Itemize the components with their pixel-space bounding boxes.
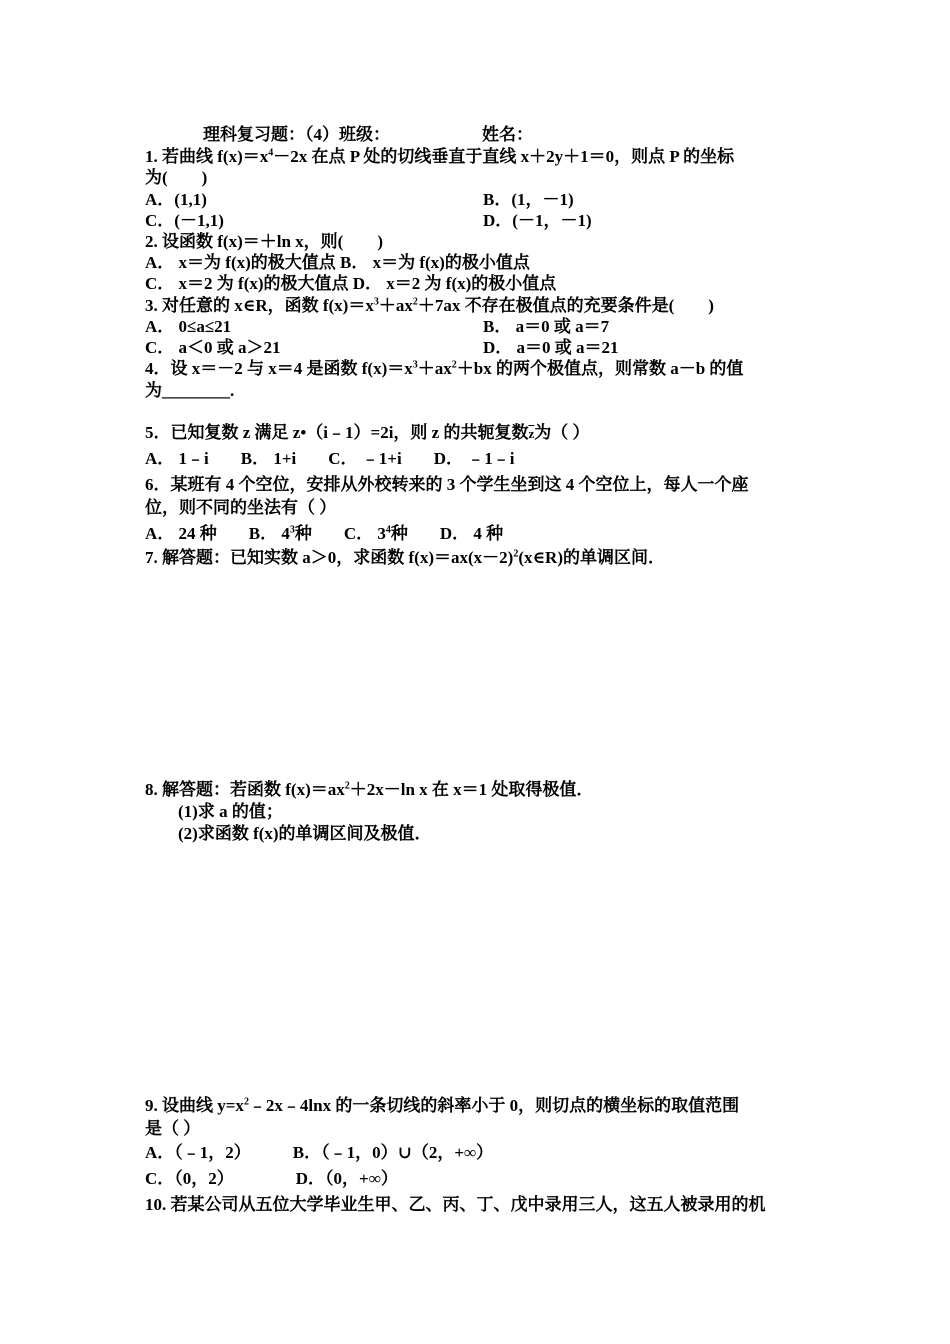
question-7-stem: 7. 解答题：已知实数 a＞0，求函数 $f(x)=ax(x-2)^2(x\in R)$的单调区间．: [145, 548, 665, 567]
option-b: B． a＝0 或 a＝7: [483, 317, 610, 336]
question-6-stem-line2: 位，则不同的坐法有（ ）: [145, 498, 337, 517]
question-10-stem: 10. 若某公司从五位大学毕业生甲、乙、丙、丁、戊中录用三人，这五人被录用的机: [145, 1195, 766, 1214]
question-1-options-cd: [145, 210, 592, 232]
question-4-stem: 4．设 x＝－2 与 x＝4 是函数 $f(x)=x^3+ax^2+bx$ 的两个极值点，则常数 a－b 的值: [145, 359, 744, 378]
conjugate-z: $\overline{z}$: [528, 426, 535, 441]
question-3-options-ab: [145, 316, 610, 338]
option-b: B．（﹣1，0）∪（2，+∞）: [292, 1143, 494, 1162]
option-b: B．(1，－1): [483, 190, 574, 209]
question-2-options-ab: A． x＝为 f(x)的极大值点 B． x＝为 f(x)的极小值点: [145, 253, 530, 272]
question-9-options-cd: [145, 1168, 398, 1190]
option-c: C．(－1,1): [145, 211, 224, 230]
question-9-options-ab: [145, 1142, 493, 1164]
question-1-stem-line2: 为( ): [145, 168, 208, 187]
question-4-stem-line2: 为________.: [145, 381, 235, 400]
question-5-options: [145, 448, 514, 470]
option-c: C． $3^4$种: [343, 524, 408, 543]
question-2-options-cd: C． x＝2 为 f(x)的极大值点 D． x＝2 为 f(x)的极小值点: [145, 274, 557, 293]
option-c: C． a＜0 或 a＞21: [145, 338, 281, 357]
question-9-stem-line2: 是（ ）: [145, 1119, 201, 1138]
title-text: 理科复习题：（4）班级：: [203, 125, 390, 144]
name-label: 姓名：: [482, 125, 533, 144]
option-a: A．（﹣1，2）: [145, 1143, 251, 1162]
question-1-options-ab: [145, 189, 574, 211]
question-3-options-cd: [145, 337, 619, 359]
option-c: C． ﹣1+i: [328, 449, 402, 468]
page-title: [203, 124, 533, 146]
option-c: C．（0，2）: [145, 1169, 234, 1188]
question-9-stem: 9. 设曲线 $y=x^2﹣2x﹣4\ln x$ 的一条切线的斜率小于 0，则切点的横坐标的取值范围: [145, 1096, 740, 1115]
option-a: A． 0≤a≤21: [145, 317, 232, 336]
question-5-stem: 5．已知复数 z 满足 z•（i﹣1）=2i，则 z 的共轭复数$\overline{z}$为（ ）: [145, 423, 590, 442]
option-d: D． ﹣1﹣i: [433, 449, 515, 468]
option-b: B． 1+i: [240, 449, 297, 468]
question-1-stem: 1. 若曲线 $f(x)=x^4-2x$ 在点 P 处的切线垂直于直线 x＋2y＋1＝0，则点 P 的坐标: [145, 147, 735, 166]
option-a: A． 24 种: [145, 524, 217, 543]
option-d: D． a＝0 或 a＝21: [483, 338, 619, 357]
question-8-stem: 8. 解答题：若函数 $f(x)=ax^2+2x-\ln$ x 在 x＝1 处取得极值．: [145, 780, 594, 799]
option-a: A．(1,1): [145, 190, 207, 209]
question-6-options: [145, 523, 503, 545]
question-2-stem: 2. 设函数 f(x)＝＋ln x，则( ): [145, 232, 383, 251]
question-6-stem: 6．某班有 4 个空位，安排从外校转来的 3 个学生坐到这 4 个空位上，每人一个座: [145, 475, 749, 494]
option-d: D． 4 种: [439, 524, 504, 543]
option-d: D．（0，+∞）: [295, 1169, 398, 1188]
option-a: A． 1﹣i: [145, 449, 209, 468]
question-8-part-1: (1)求 a 的值；: [178, 802, 283, 821]
option-d: D．(－1，－1): [483, 211, 592, 230]
question-8-part-2: (2)求函数 f(x)的单调区间及极值．: [178, 824, 432, 843]
question-3-stem: 3. 对任意的 x∈R，函数 $f(x)=x^3+ax^2+7ax$ 不存在极值点的充要条件是( ): [145, 296, 714, 315]
option-b: B． $4^3$种: [248, 524, 312, 543]
